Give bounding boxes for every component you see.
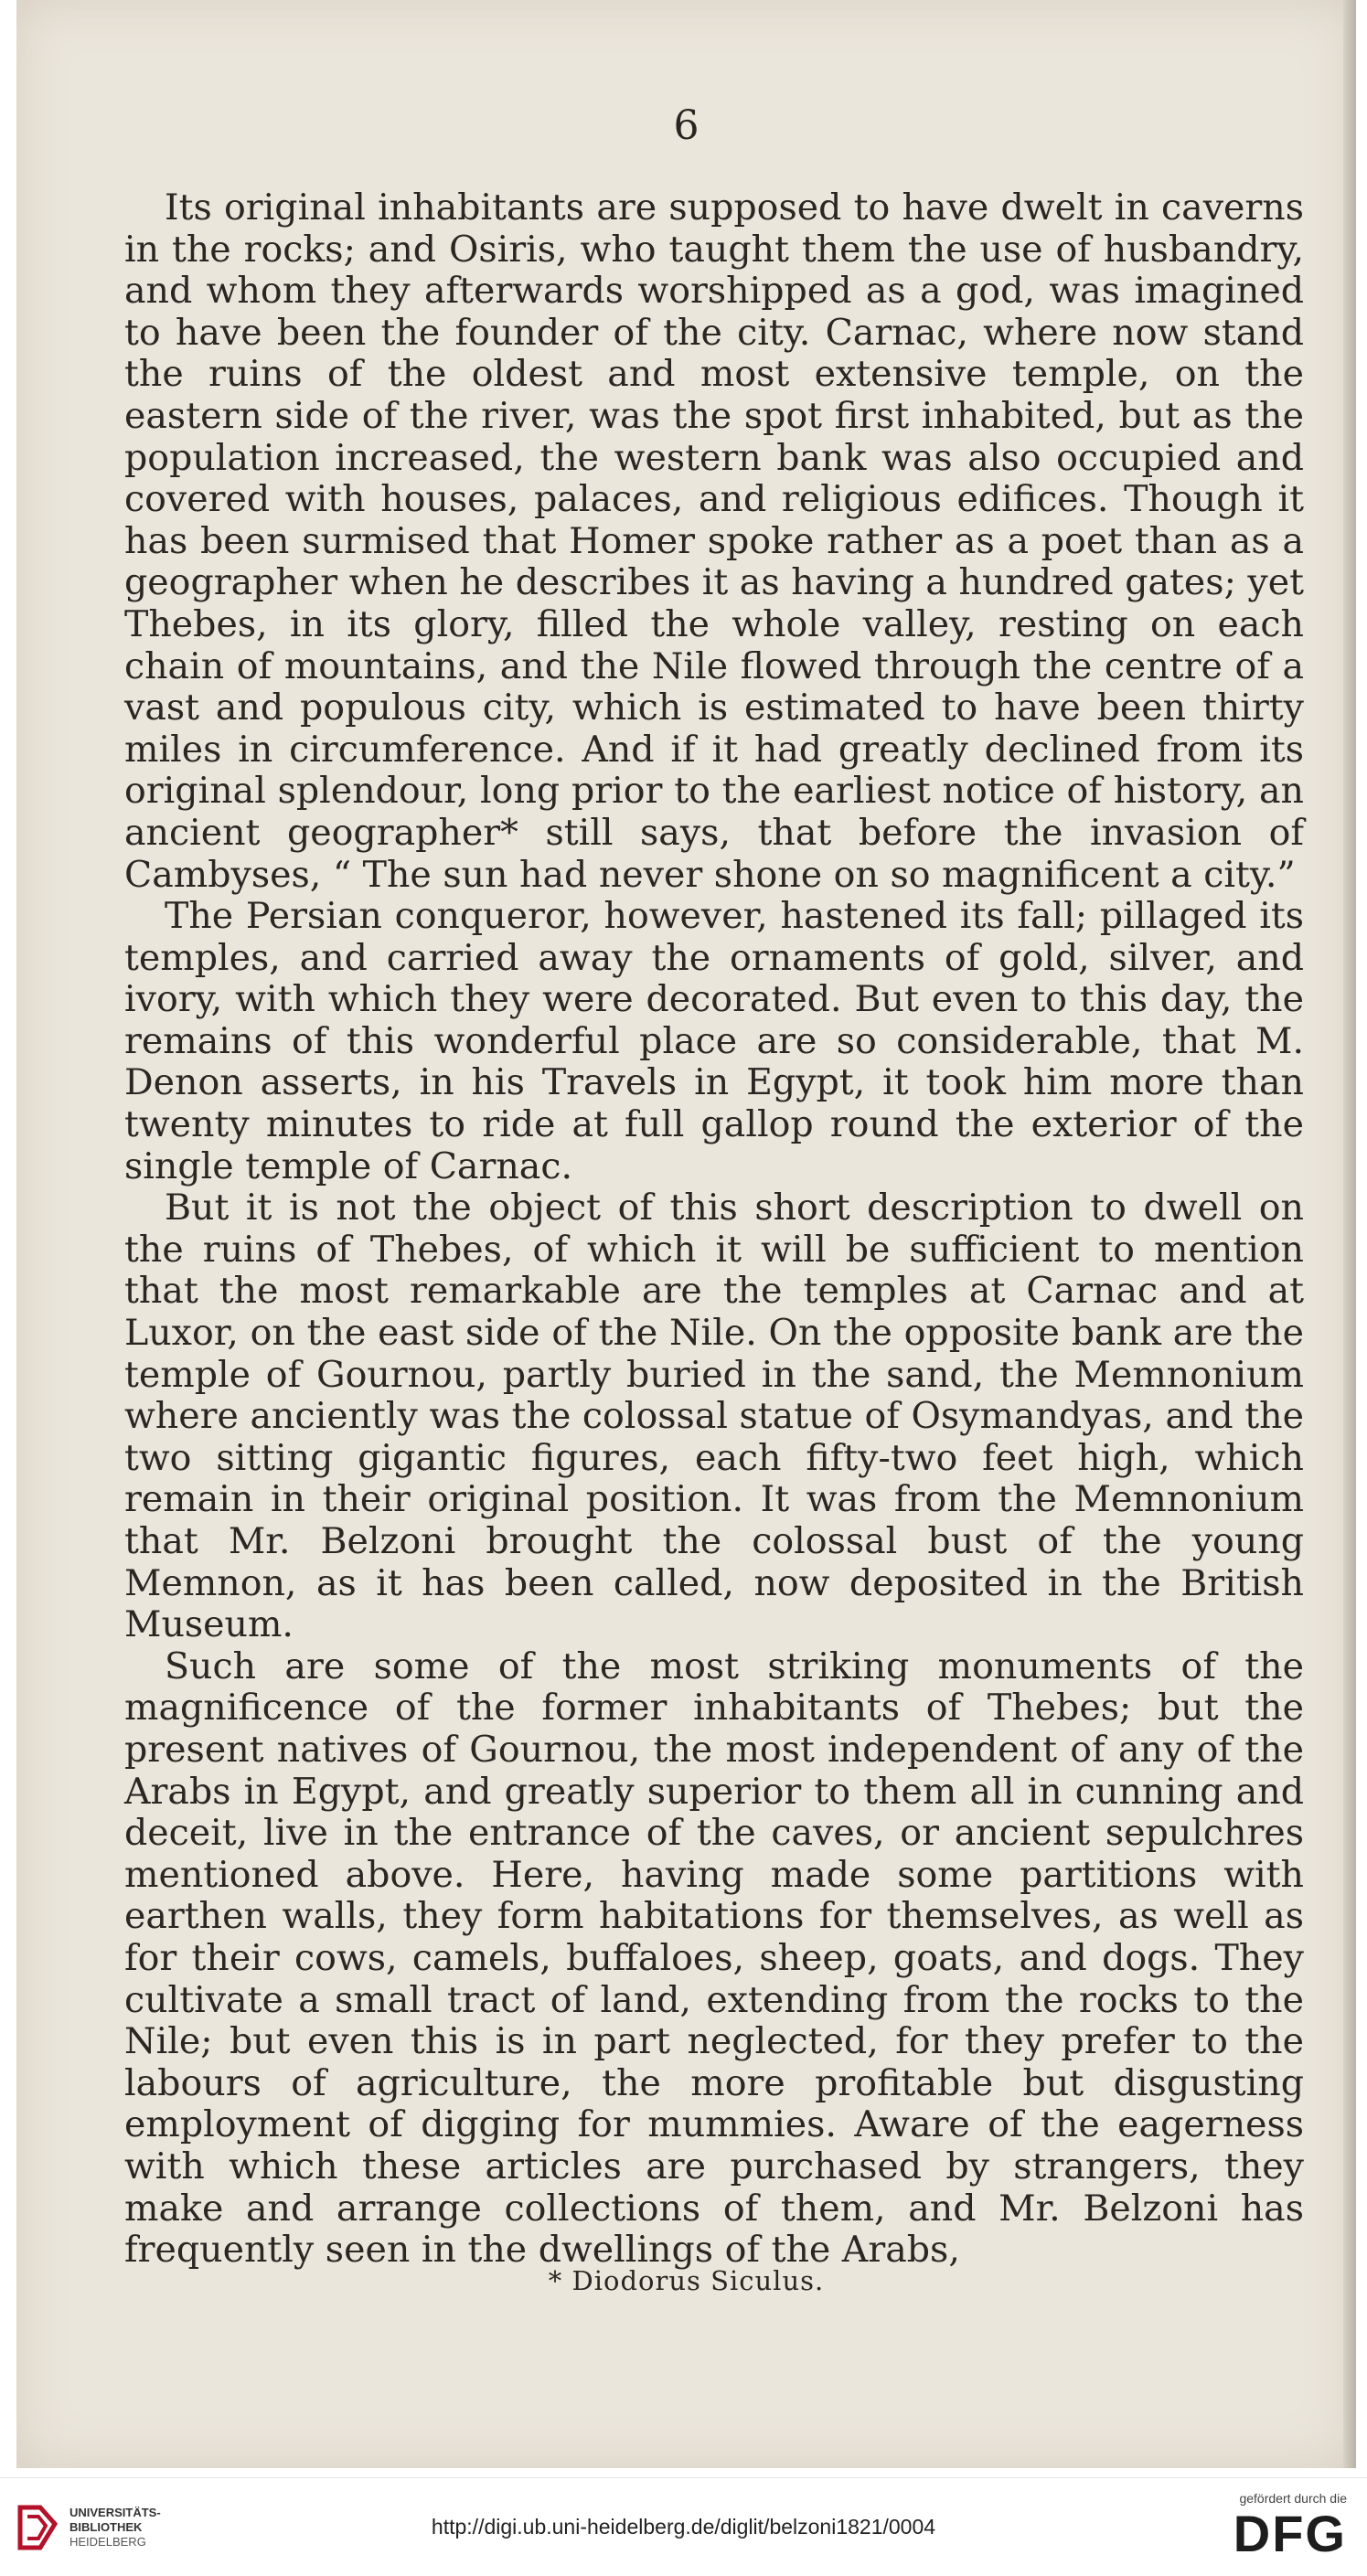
library-name-line1: UNIVERSITÄTS-	[69, 2506, 161, 2519]
body-text	[124, 187, 1304, 2272]
paragraph-2: The Persian conqueror, however, hastened its fall; pillaged its temples, and carried away the ornaments of gold, silver, and ivory, with which they were decorated. But even to this day, the remains of this wonderful place are so considerable, that M. Denon asserts, in his Travels in Egypt, it took him more than twenty minutes to ride at full gallop round the exterior of the single temple of Carnac.	[124, 895, 1304, 1187]
footnote: * Diodorus Siculus.	[548, 2265, 825, 2296]
funder-logo[interactable]	[1182, 2491, 1347, 2562]
page-number: 6	[673, 102, 700, 149]
funder-label: gefördert durch die	[1239, 2491, 1347, 2506]
paragraph-4: Such are some of the most striking monuments of the magnificence of the former inhabitants of Thebes; but the present natives of Gournou, the most independent of any of the Arabs in Egypt, and greatly superior to them all in cunning and deceit, live in the entrance of the caves, or ancient sepulchres mentioned above. Here, having made some partitions with earthen walls, they form habitations for themselves, as well as for their cows, camels, buffaloes, sheep, goats, and dogs. They cultivate a small tract of land, extending from the rocks to the Nile; but even this is in part neglected, for they prefer to the labours of agriculture, the more profitable but disgusting employment of digging for mummies. Aware of the eagerness with which these articles are purchased by strangers, they make and arrange collections of them, and Mr. Belzoni has frequently seen in the dwellings of the Arabs,	[124, 1645, 1304, 2272]
book-page	[16, 0, 1356, 2468]
page-edge	[1343, 0, 1356, 2468]
paragraph-3: But it is not the object of this short description to dwell on the ruins of Thebes, of which it will be sufficient to mention that the most remarkable are the temples at Carnac and at Luxor, on the east side of the Nile. On the opposite bank are the temple of Gournou, partly buried in the sand, the Memnonium where anciently was the colossal statue of Osymandyas, and the two sitting gigantic figures, each fifty-two feet high, which remain in their original position. It was from the Memnonium that Mr. Belzoni brought the colossal bust of the young Memnon, as it has been called, now deposited in the British Museum.	[124, 1187, 1304, 1646]
paragraph-1: Its original inhabitants are supposed to have dwelt in caverns in the rocks; and Osiris, who taught them the use of husbandry, and whom they afterwards worshipped as a god, was imagined to have been the founder of the city. Carnac, where now stand the ruins of the oldest and most extensive temple, on the eastern side of the river, was the spot first inhabited, but as the population increased, the western bank was also occupied and covered with houses, palaces, and religious edifices. Though it has been surmised that Homer spoke rather as a poet than as a geographer when he describes it as having a hundred gates; yet Thebes, in its glory, filled the whole valley, resting on each chain of mountains, and the Nile flowed through the centre of a vast and populous city, which is estimated to have been thirty miles in circumference. And if it had greatly declined from its original splendour, long prior to the earliest notice of history, an ancient geographer* still says, that before the invasion of Cambyses, “ The sun had never shone on so magnificent a city.”	[124, 186, 1304, 896]
permalink-url[interactable]: http://digi.ub.uni-heidelberg.de/diglit/belzoni1821/0004	[431, 2515, 936, 2539]
viewer-footer	[0, 2477, 1367, 2576]
dfg-logo: DFG	[1233, 2505, 1347, 2562]
library-name-line3: HEIDELBERG	[69, 2535, 146, 2549]
library-name-line2: BIBLIOTHEK	[69, 2520, 143, 2534]
